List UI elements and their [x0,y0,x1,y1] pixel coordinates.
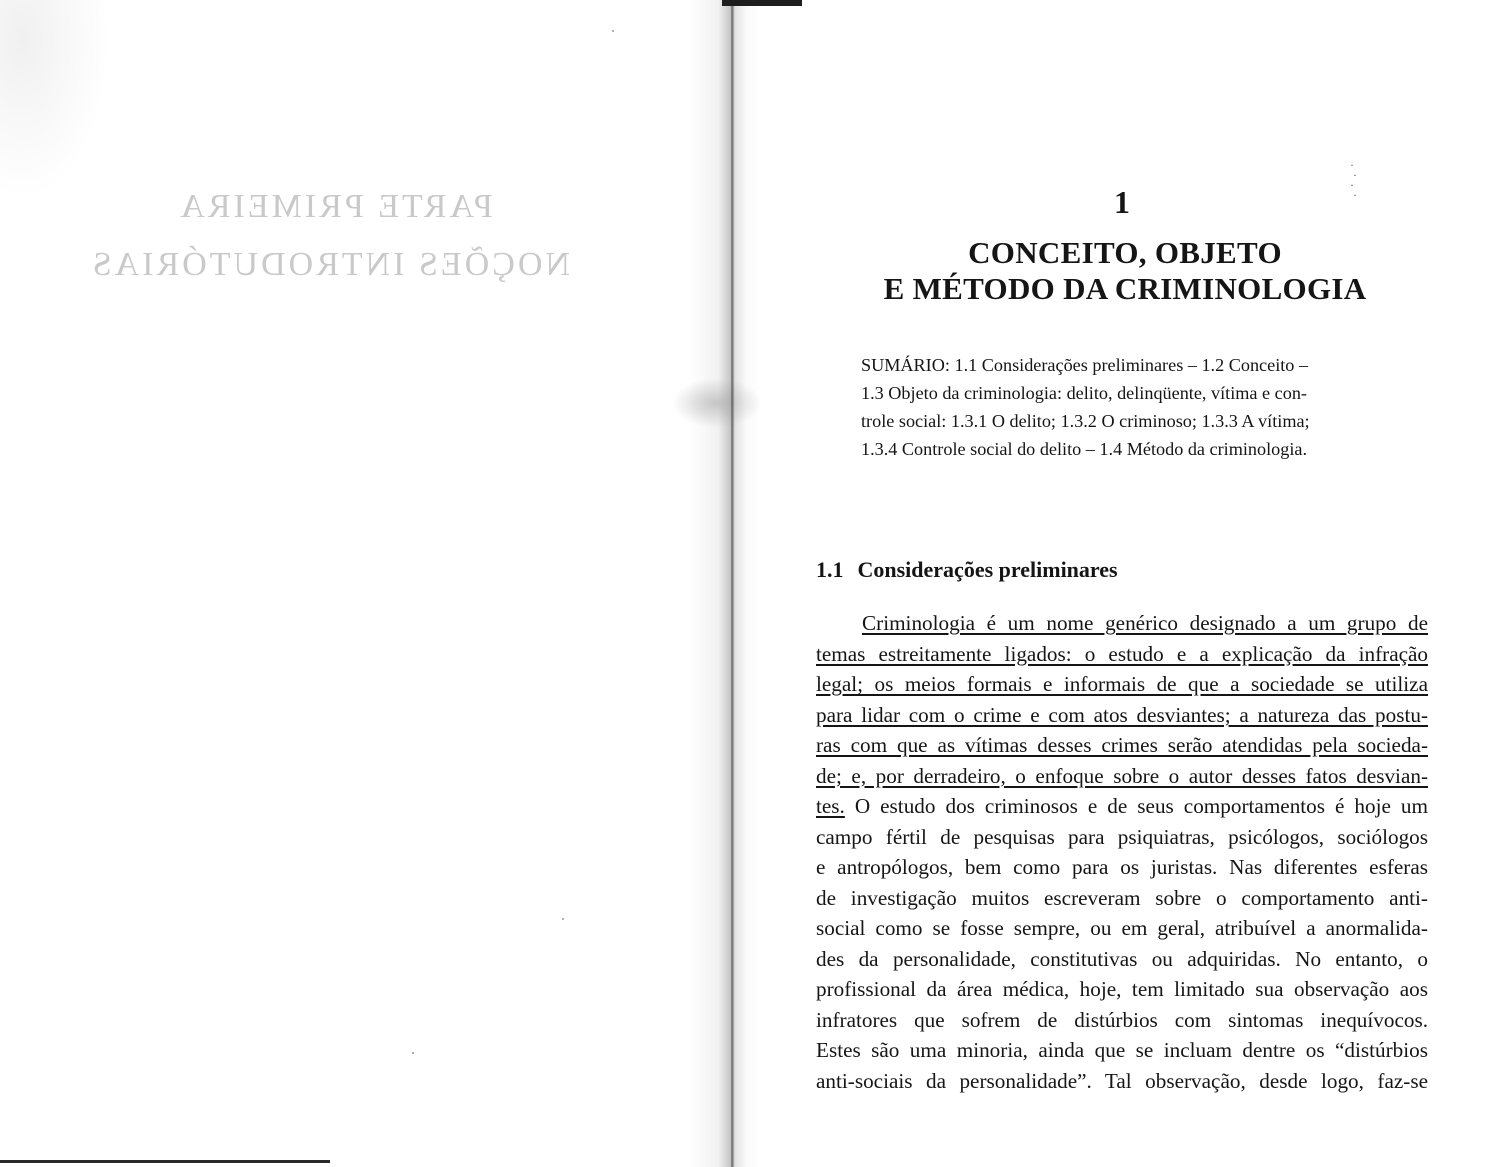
section-heading [816,557,1118,583]
section-title: Considerações preliminares [857,557,1118,582]
stray-scribble: · · · · [1350,158,1357,202]
underlined-text: de; e, por derradeiro, o enfoque sobre o autor desses fatos desvian- [816,763,1428,788]
text-line: profissional da área médica, hoje, tem limitado sua observação aos [816,977,1428,1001]
stray-mark [562,918,564,920]
bleed-through-part-heading: PARTE PRIMEIRA [177,188,493,225]
summary-line: 1.3 Objeto da criminologia: delito, delinqüente, vítima e con- [861,383,1307,403]
paper-speckle [0,0,110,200]
text-line [816,730,1428,761]
chapter-title [850,235,1400,307]
right-page [760,0,1494,1167]
stray-mark [412,1052,414,1054]
text-line [816,761,1428,792]
summary-line: trole social: 1.3.1 O delito; 1.3.2 O criminoso; 1.3.3 A vítima; [861,411,1310,431]
underlined-text: Criminologia é um nome genérico designado a um grupo de [862,611,1428,635]
page-edge-shadow [0,1160,330,1163]
text-line: infratores que sofrem de distúrbios com sintomas inequívocos. [816,1007,1428,1032]
chapter-title-line: E MÉTODO DA CRIMINOLOGIA [883,271,1367,306]
body-paragraph [816,608,1428,1096]
chapter-number: 1 [1114,184,1130,220]
stray-mark [612,30,614,32]
text-line [816,700,1428,731]
underlined-text: ras com que as vítimas desses crimes serão atendidas pela socieda- [816,733,1428,757]
underlined-text: temas estreitamente ligados: o estudo e a explicação da infração [816,641,1428,666]
summary-line: SUMÁRIO: 1.1 Considerações preliminares – 1.2 Conceito – [861,355,1309,375]
chapter-title-line: CONCEITO, OBJETO [968,235,1282,270]
bleed-through-part-title: NOÇÕES INTRODUTÓRIAS [89,246,570,283]
chapter-summary [861,351,1373,463]
text-line [816,669,1428,700]
text-line: des da personalidade, constitutivas ou adquiridas. No entanto, o [816,946,1428,971]
book-gutter [690,0,760,1167]
text-line: de investigação muitos escreveram sobre o comportamento anti- [816,885,1428,910]
text-line: Estes são uma minoria, ainda que se incluam dentre os “distúrbios [816,1038,1428,1062]
text-line [816,608,1428,639]
text-line: e antropólogos, bem como para os juristas. Nas diferentes esferas [816,855,1428,879]
text-span: O estudo dos criminosos e de seus comportamentos é hoje um [844,794,1428,818]
underlined-text: para lidar com o crime e com atos desviantes; a natureza das postu- [816,702,1428,727]
underlined-text: tes. [816,794,845,818]
text-line [816,639,1428,670]
text-line: campo fértil de pesquisas para psiquiatras, psicólogos, sociólogos [816,824,1428,849]
text-line: social como se fosse sempre, ou em geral, atribuível a anormalida- [816,916,1428,940]
text-line: anti-sociais da personalidade”. Tal observação, desde logo, faz-se [816,1068,1428,1093]
underlined-text: legal; os meios formais e informais de que a sociedade se utiliza [816,672,1428,696]
text-line [816,791,1428,822]
summary-line: 1.3.4 Controle social do delito – 1.4 Método da criminologia. [861,439,1308,459]
section-number: 1.1 [816,557,844,582]
left-page [0,0,730,1167]
